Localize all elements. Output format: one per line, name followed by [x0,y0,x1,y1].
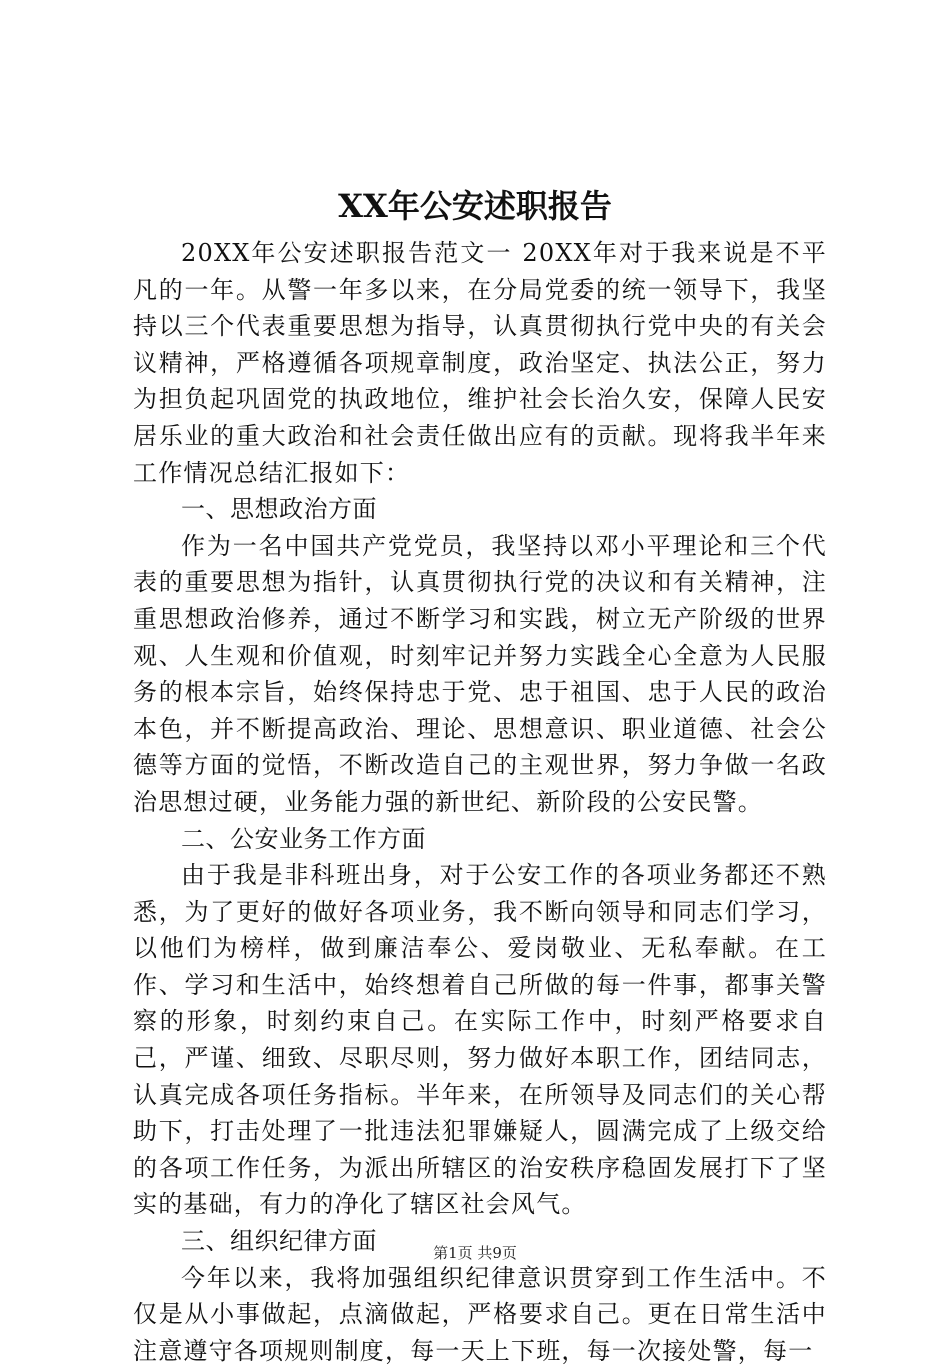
paragraph-business: 由于我是非科班出身，对于公安工作的各项业务都还不熟悉，为了更好的做好各项业务，我不断向领导和同志们学习，以他们为榜样，做到廉洁奉公、爱岗敬业、无私奉献。在工作、学习和生活中，始终想着自己所做的每一件事，都事关警察的形象，时刻约束自己。在实际工作中，时刻严格要求自己，严谨、细致、尽职尽则，努力做好本职工作，团结同志，认真完成各项任务指标。半年来，在所领导及同志们的关心帮助下，打击处理了一批违法犯罪嫌疑人，圆满完成了上级交给的各项工作任务，为派出所辖区的治安秩序稳固发展打下了坚实的基础，有力的净化了辖区社会风气。 [133,861,827,1219]
page-footer: 第1页 共9页 [433,1244,517,1262]
paragraph-intro: 20XX年公安述职报告范文一 20XX年对于我来说是不平凡的一年。从警一年多以来，在分局党委的统一领导下，我坚持以三个代表重要思想为指导，认真贯彻执行党中央的有关会议精神，严格遵循各项规章制度，政治坚定、执法公正，努力为担负起巩固党的执政地位，维护社会长治久安，保障人民安居乐业的重大政治和社会责任做出应有的贡献。现将我半年来工作情况总结汇报如下： [133,239,827,487]
section-heading-political: 一、思想政治方面 [181,495,377,524]
section-heading-discipline: 三、组织纪律方面 [181,1227,377,1256]
document-title: XX年公安述职报告 [338,187,612,225]
section-heading-business: 二、公安业务工作方面 [181,824,426,853]
paragraph-discipline: 今年以来，我将加强组织纪律意识贯穿到工作生活中。不仅是从小事做起，点滴做起，严格要求自己。更在日常生活中注意遵守各项规则制度，每一天上下班，每一次接处警，每一 [133,1263,827,1365]
paragraph-political: 作为一名中国共产党党员，我坚持以邓小平理论和三个代表的重要思想为指针，认真贯彻执行党的决议和有关精神，注重思想政治修养，通过不断学习和实践，树立无产阶级的世界观、人生观和价值观，时刻牢记并努力实践全心全意为人民服务的根本宗旨，始终保持忠于党、忠于祖国、忠于人民的政治本色，并不断提高政治、理论、思想意识、职业道德、社会公德等方面的觉悟，不断改造自己的主观世界，努力争做一名政治思想过硬，业务能力强的新世纪、新阶段的公安民警。 [133,531,827,816]
document-body [133,235,827,1369]
